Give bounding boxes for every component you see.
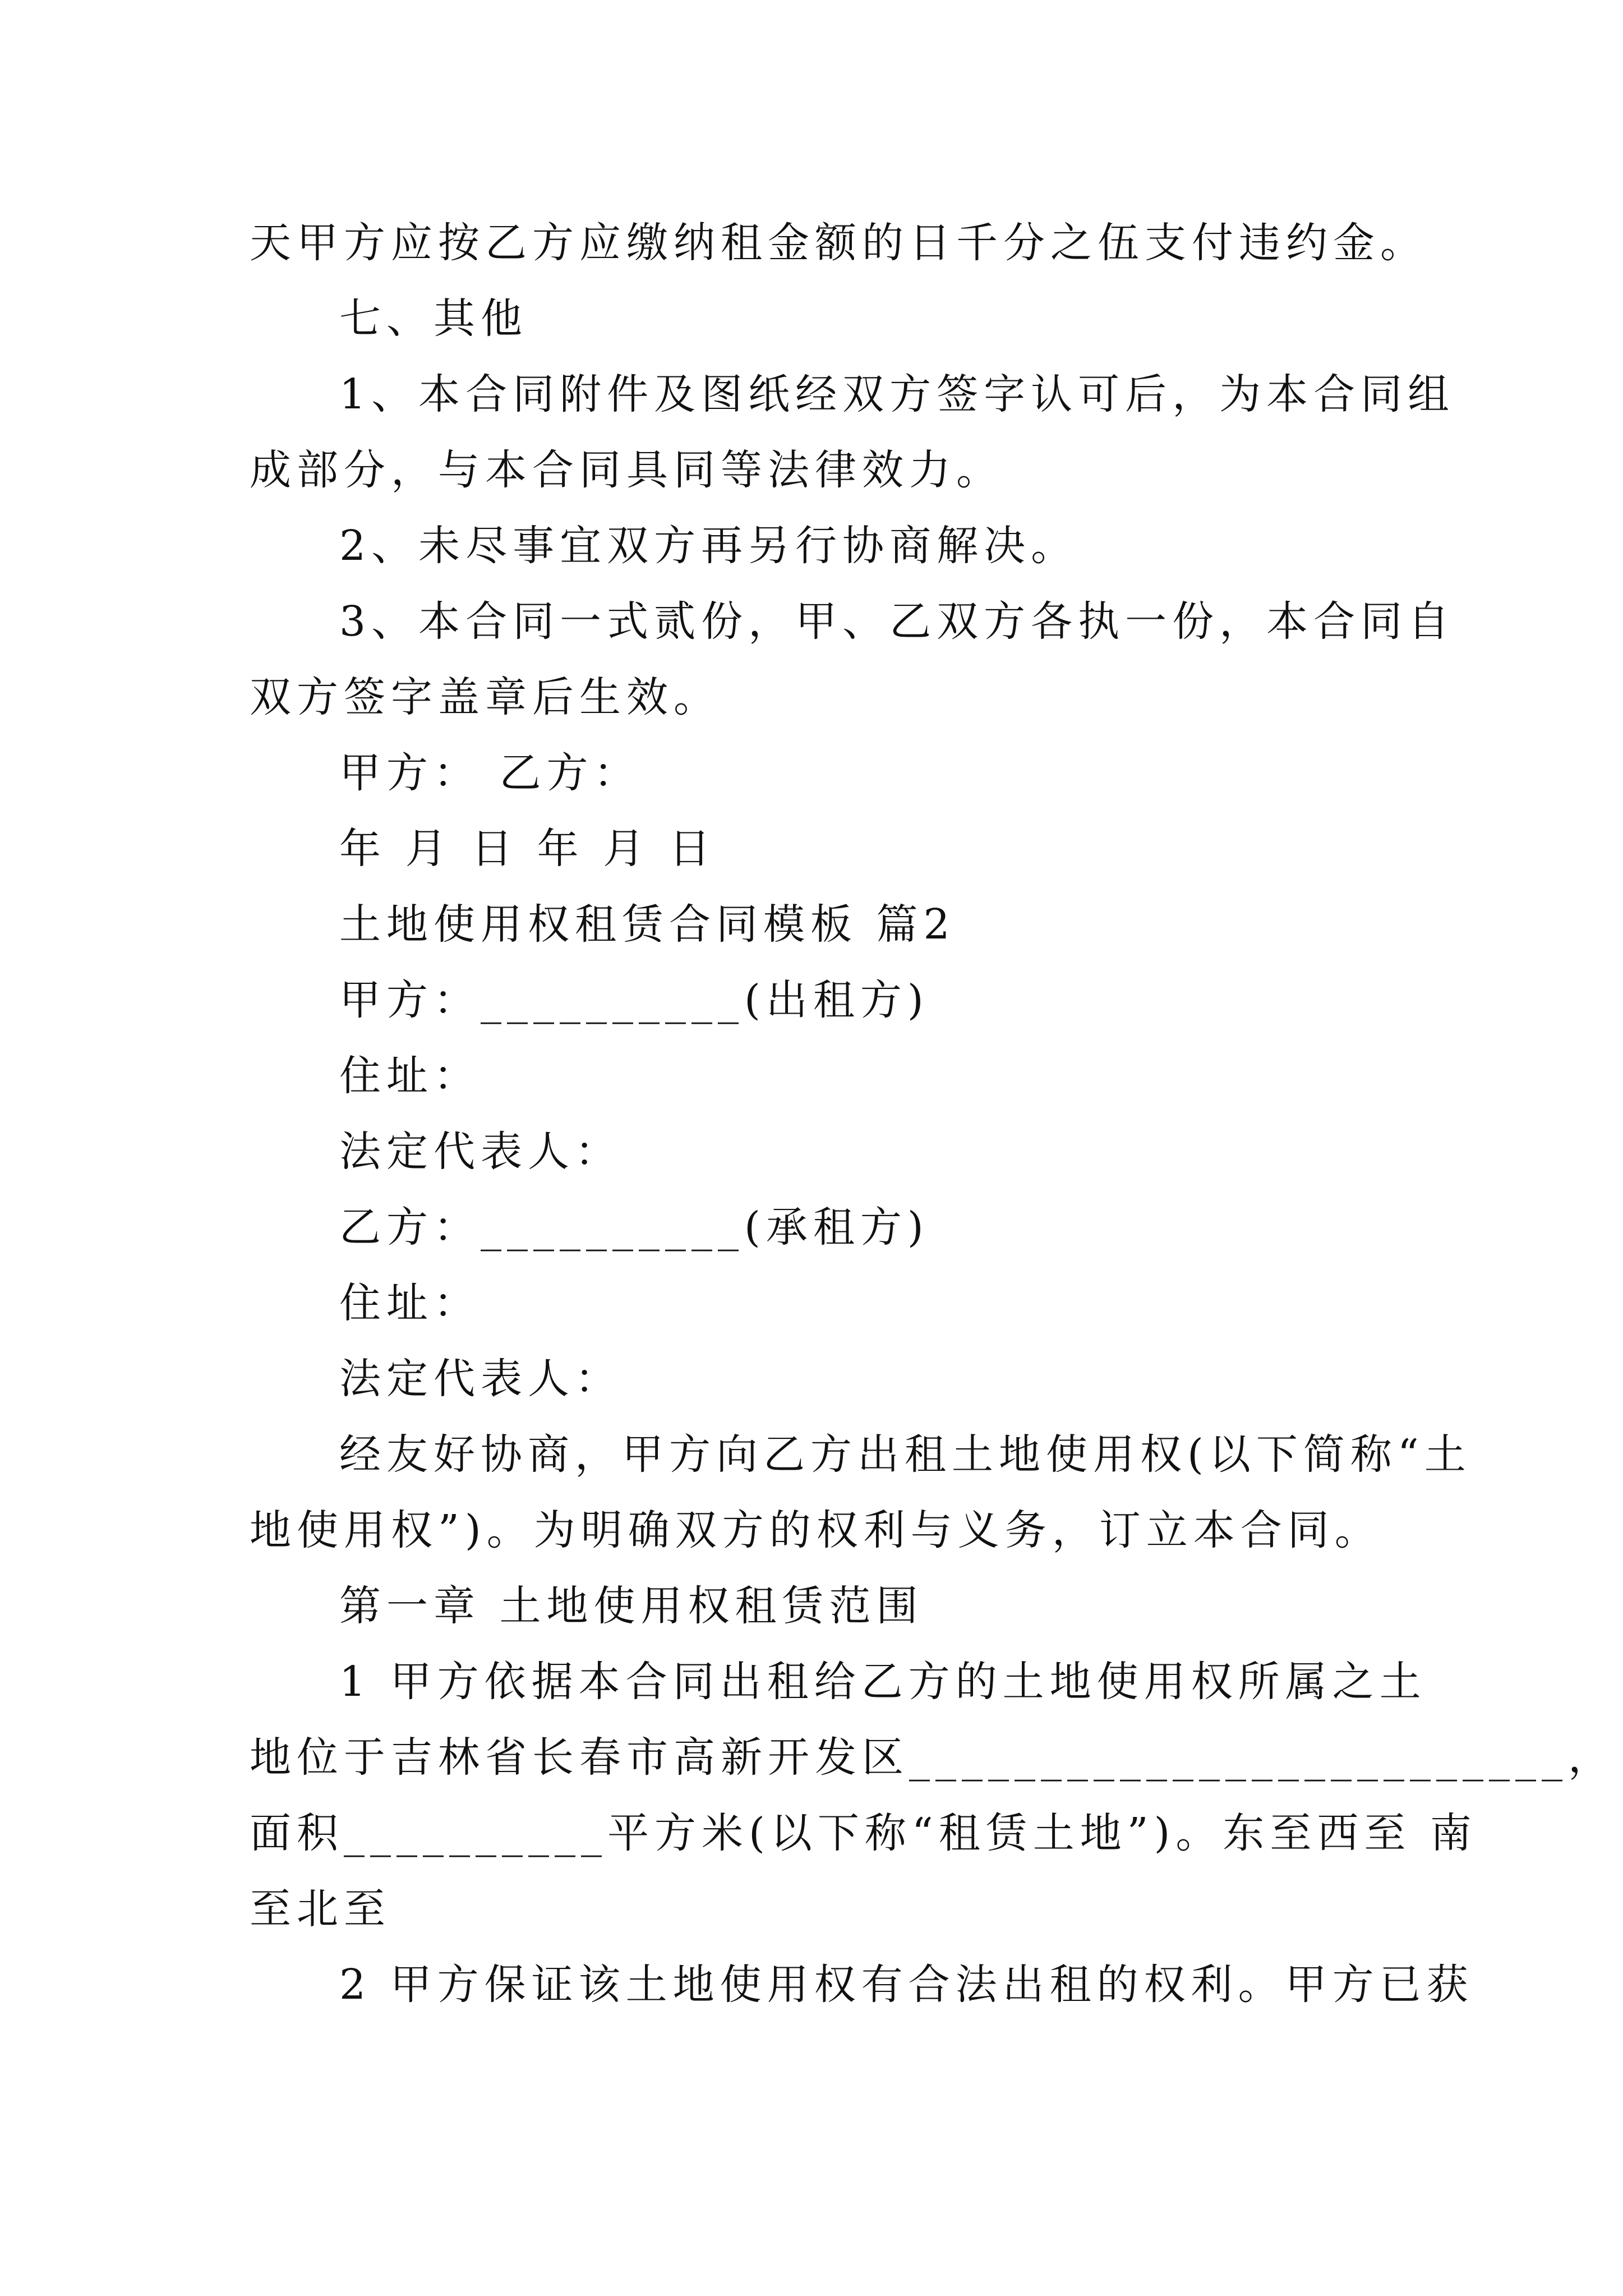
address-line: 住址： (339, 1052, 481, 1100)
text-line: 成部分，与本合同具同等法律效力。 (250, 446, 1003, 494)
party-a-line: 甲方：__________(出租方) (339, 976, 929, 1024)
text-line: 2 甲方保证该土地使用权有合法出租的权利。甲方已获 (339, 1961, 1474, 2009)
text-line: 1、本合同附件及图纸经双方签字认可后，为本合同组 (339, 370, 1455, 418)
text-line: 双方签字盖章后生效。 (250, 673, 721, 721)
section-heading: 七、其他 (339, 295, 528, 343)
chapter-heading: 第一章 土地使用权租赁范围 (339, 1582, 924, 1630)
text-line: 天甲方应按乙方应缴纳租金额的日千分之伍支付违约金。 (250, 219, 1427, 267)
date-line: 年 月 日 年 月 日 (339, 825, 716, 873)
text-line: 经友好协商，甲方向乙方出租土地使用权(以下简称“土 (339, 1430, 1472, 1479)
text-line: 地使用权”)。为明确双方的权利与义务，订立本合同。 (250, 1506, 1382, 1554)
document-subtitle: 土地使用权租赁合同模板 篇2 (339, 900, 956, 949)
text-line: 3、本合同一式贰份，甲、乙双方各执一份，本合同自 (339, 597, 1455, 646)
signature-line: 甲方： 乙方： (339, 749, 641, 797)
text-line: 面积__________平方米(以下称“租赁土地”)。东至西至 南 (250, 1809, 1477, 1857)
representative-line: 法定代表人： (339, 1355, 622, 1403)
text-line: 2、未尽事宜双方再另行协商解决。 (339, 522, 1078, 570)
text-line: 1 甲方依据本合同出租给乙方的土地使用权所属之土 (339, 1658, 1427, 1706)
party-b-line: 乙方：__________(承租方) (339, 1203, 929, 1251)
text-line: 地位于吉林省长春市高新开发区_________________________， (250, 1733, 1615, 1782)
address-line: 住址： (339, 1279, 481, 1327)
text-line: 至北至 (250, 1885, 391, 1933)
representative-line: 法定代表人： (339, 1128, 622, 1176)
